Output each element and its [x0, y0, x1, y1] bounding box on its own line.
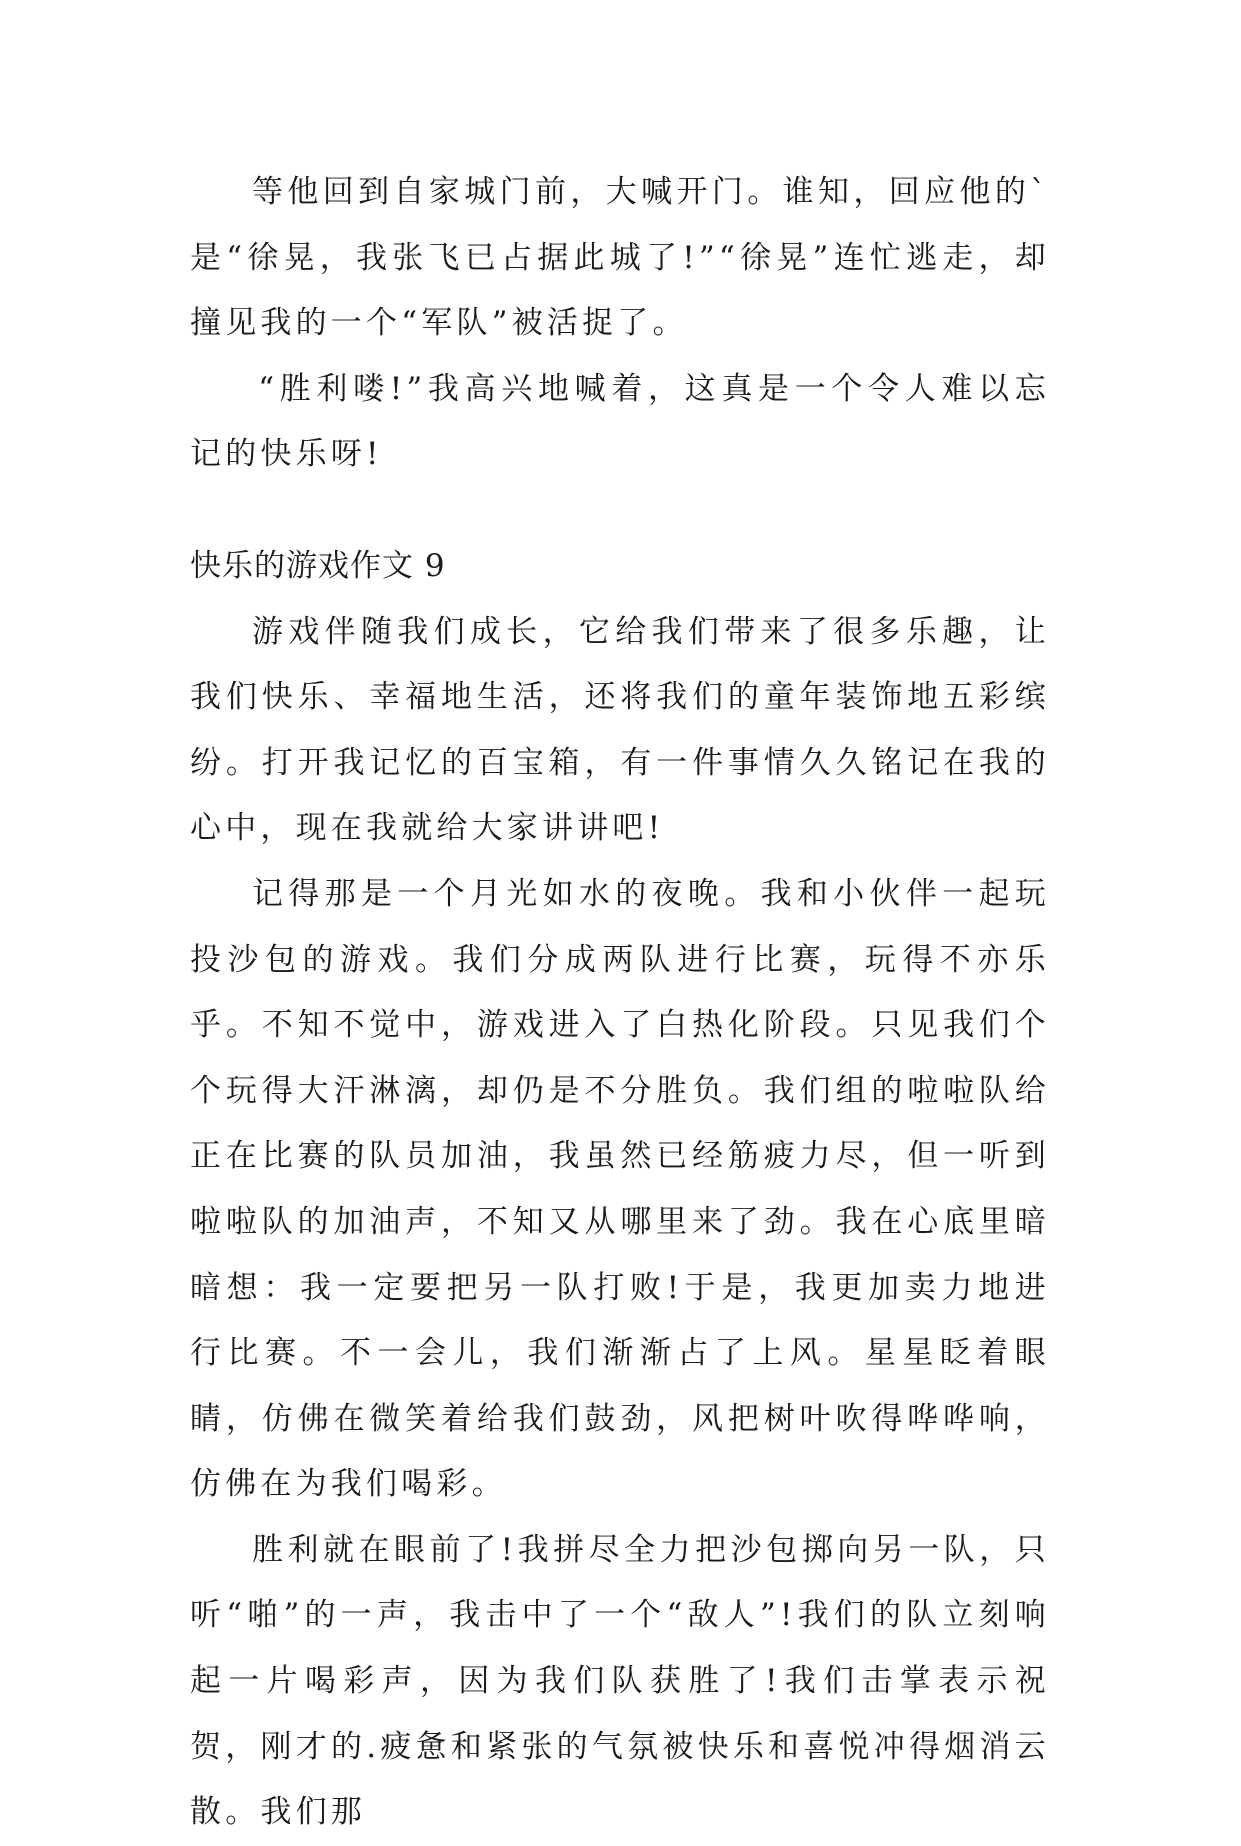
paragraph-intro: 游戏伴随我们成长，它给我们带来了很多乐趣，让我们快乐、幸福地生活，还将我们的童年装饰地五彩缤纷。打开我记忆的百宝箱，有一件事情久久铭记在我的心中，现在我就给大家讲讲吧! — [190, 613, 1050, 847]
section-title: 快乐的游戏作文 9 — [190, 547, 446, 584]
paragraph-victory: “胜利喽!”我高兴地喊着，这真是一个令人难以忘记的快乐呀! — [190, 370, 1050, 473]
document-page — [190, 160, 1050, 1846]
paragraph-xu-huang: 等他回到自家城门前，大喊开门。谁知，回应他的`是“徐晃，我张飞已占据此城了!”“徐晃”连忙逃走，却撞见我的一个“军队”被活捉了。 — [190, 174, 1050, 342]
paragraph-win: 胜利就在眼前了!我拼尽全力把沙包掷向另一队，只听“啪”的一声，我击中了一个“敌人”!我们的队立刻响起一片喝彩声，因为我们队获胜了!我们击掌表示祝贺，刚才的.疲惫和紧张的气氛被快乐和喜悦冲得烟消云散。我们那 — [190, 1531, 1050, 1831]
paragraph-game-night: 记得那是一个月光如水的夜晚。我和小伙伴一起玩投沙包的游戏。我们分成两队进行比赛，玩得不亦乐乎。不知不觉中，游戏进入了白热化阶段。只见我们个个玩得大汗淋漓，却仍是不分胜负。我们组的啦啦队给正在比赛的队员加油，我虽然已经筋疲力尽，但一听到啦啦队的加油声，不知又从哪里来了劲。我在心底里暗暗想：我一定要把另一队打败!于是，我更加卖力地进行比赛。不一会儿，我们渐渐占了上风。星星眨着眼睛，仿佛在微笑着给我们鼓劲，风把树叶吹得哗哗响，仿佛在为我们喝彩。 — [190, 875, 1050, 1503]
